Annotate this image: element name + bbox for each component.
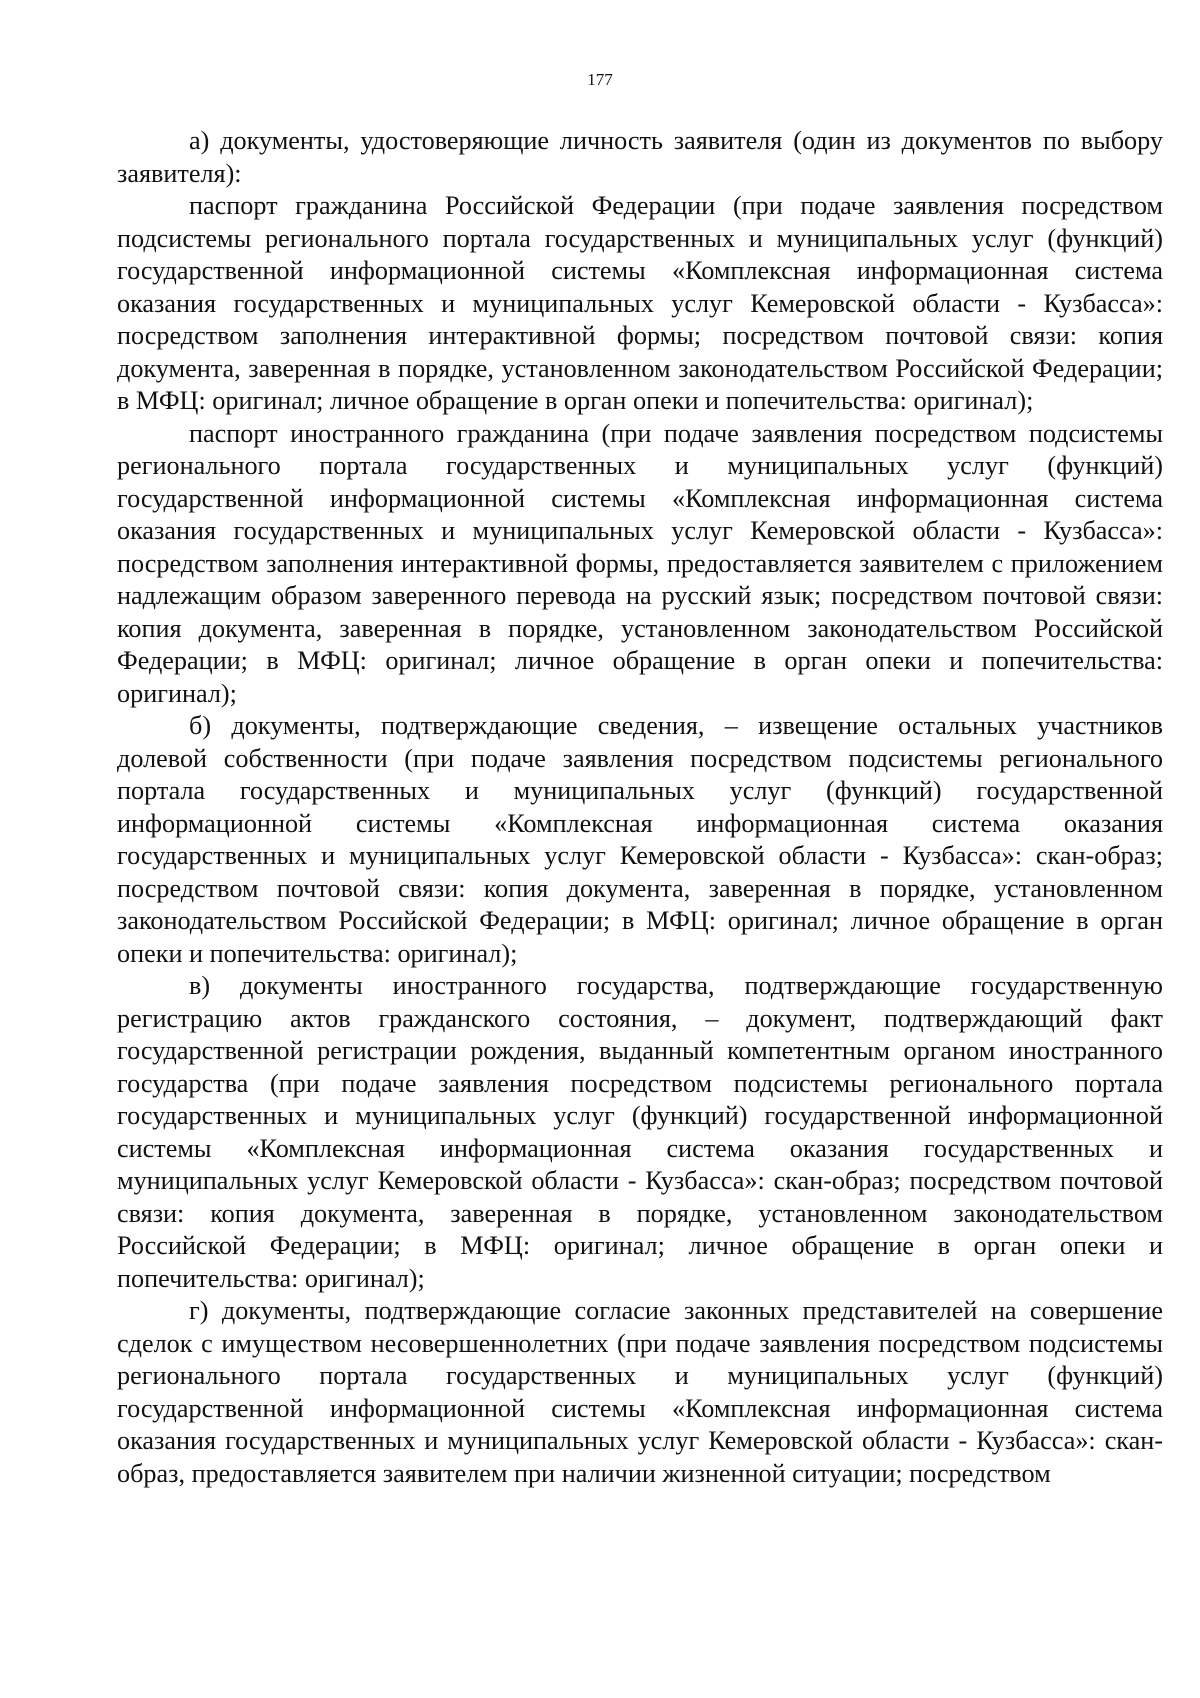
page-number: 177 xyxy=(587,70,613,89)
paragraph-russian-passport: паспорт гражданина Российской Федерации (при подаче заявления посредством подсистемы регионального портала государственных и муниципальных услуг (функций) государственной информационной системы «Комплексная информационная система оказания государственных и муниципальных услуг Кемеровской области - Кузбасса»: посредством заполнения интерактивной формы; посредством почтовой связи: копия документа, заверенная в порядке, установленном законодательством Российской Федерации; в МФЦ: оригинал; личное обращение в орган опеки и попечительства: оригинал); xyxy=(117,191,1163,415)
paragraph-g-legal-representatives-consent: г) документы, подтверждающие согласие законных представителей на совершение сделок с имуществом несовершеннолетних (при подаче заявления посредством подсистемы регионального портала государственных и муниципальных услуг (функций) государственной информационной системы «Комплексная информационная система оказания государственных и муниципальных услуг Кемеровской области - Кузбасса»: скан-образ, предоставляется заявителем при наличии жизненной ситуации; посредством xyxy=(117,1296,1163,1488)
paragraph-v-foreign-state-documents: в) документы иностранного государства, подтверждающие государственную регистрацию актов гражданского состояния, – документ, подтверждающий факт государственной регистрации рождения, выданный компетентным органом иностранного государства (при подаче заявления посредством подсистемы регионального портала государственных и муниципальных услуг (функций) государственной информационной системы «Комплексная информационная система оказания государственных и муниципальных услуг Кемеровской области - Кузбасса»: скан-образ; посредством почтовой связи: копия документа, заверенная в порядке, установленном законодательством Российской Федерации; в МФЦ: оригинал; личное обращение в орган опеки и попечительства: оригинал); xyxy=(117,971,1163,1293)
document-body xyxy=(117,125,1163,1490)
paragraph-a-identity-documents: а) документы, удостоверяющие личность заявителя (один из документов по выбору заявителя): xyxy=(117,126,1163,188)
paragraph-foreign-passport: паспорт иностранного гражданина (при подаче заявления посредством подсистемы регионального портала государственных и муниципальных услуг (функций) государственной информационной системы «Комплексная информационная система оказания государственных и муниципальных услуг Кемеровской области - Кузбасса»: посредством заполнения интерактивной формы, предоставляется заявителем с приложением надлежащим образом заверенного перевода на русский язык; посредством почтовой связи: копия документа, заверенная в порядке, установленном законодательством Российской Федерации; в МФЦ: оригинал; личное обращение в орган опеки и попечительства: оригинал); xyxy=(117,418,1163,708)
paragraph-b-shared-ownership-notice: б) документы, подтверждающие сведения, – извещение остальных участников долевой собственности (при подаче заявления посредством подсистемы регионального портала государственных и муниципальных услуг (функций) государственной информационной системы «Комплексная информационная система оказания государственных и муниципальных услуг Кемеровской области - Кузбасса»: скан-образ; посредством почтовой связи: копия документа, заверенная в порядке, установленном законодательством Российской Федерации; в МФЦ: оригинал; личное обращение в орган опеки и попечительства: оригинал); xyxy=(117,711,1163,968)
